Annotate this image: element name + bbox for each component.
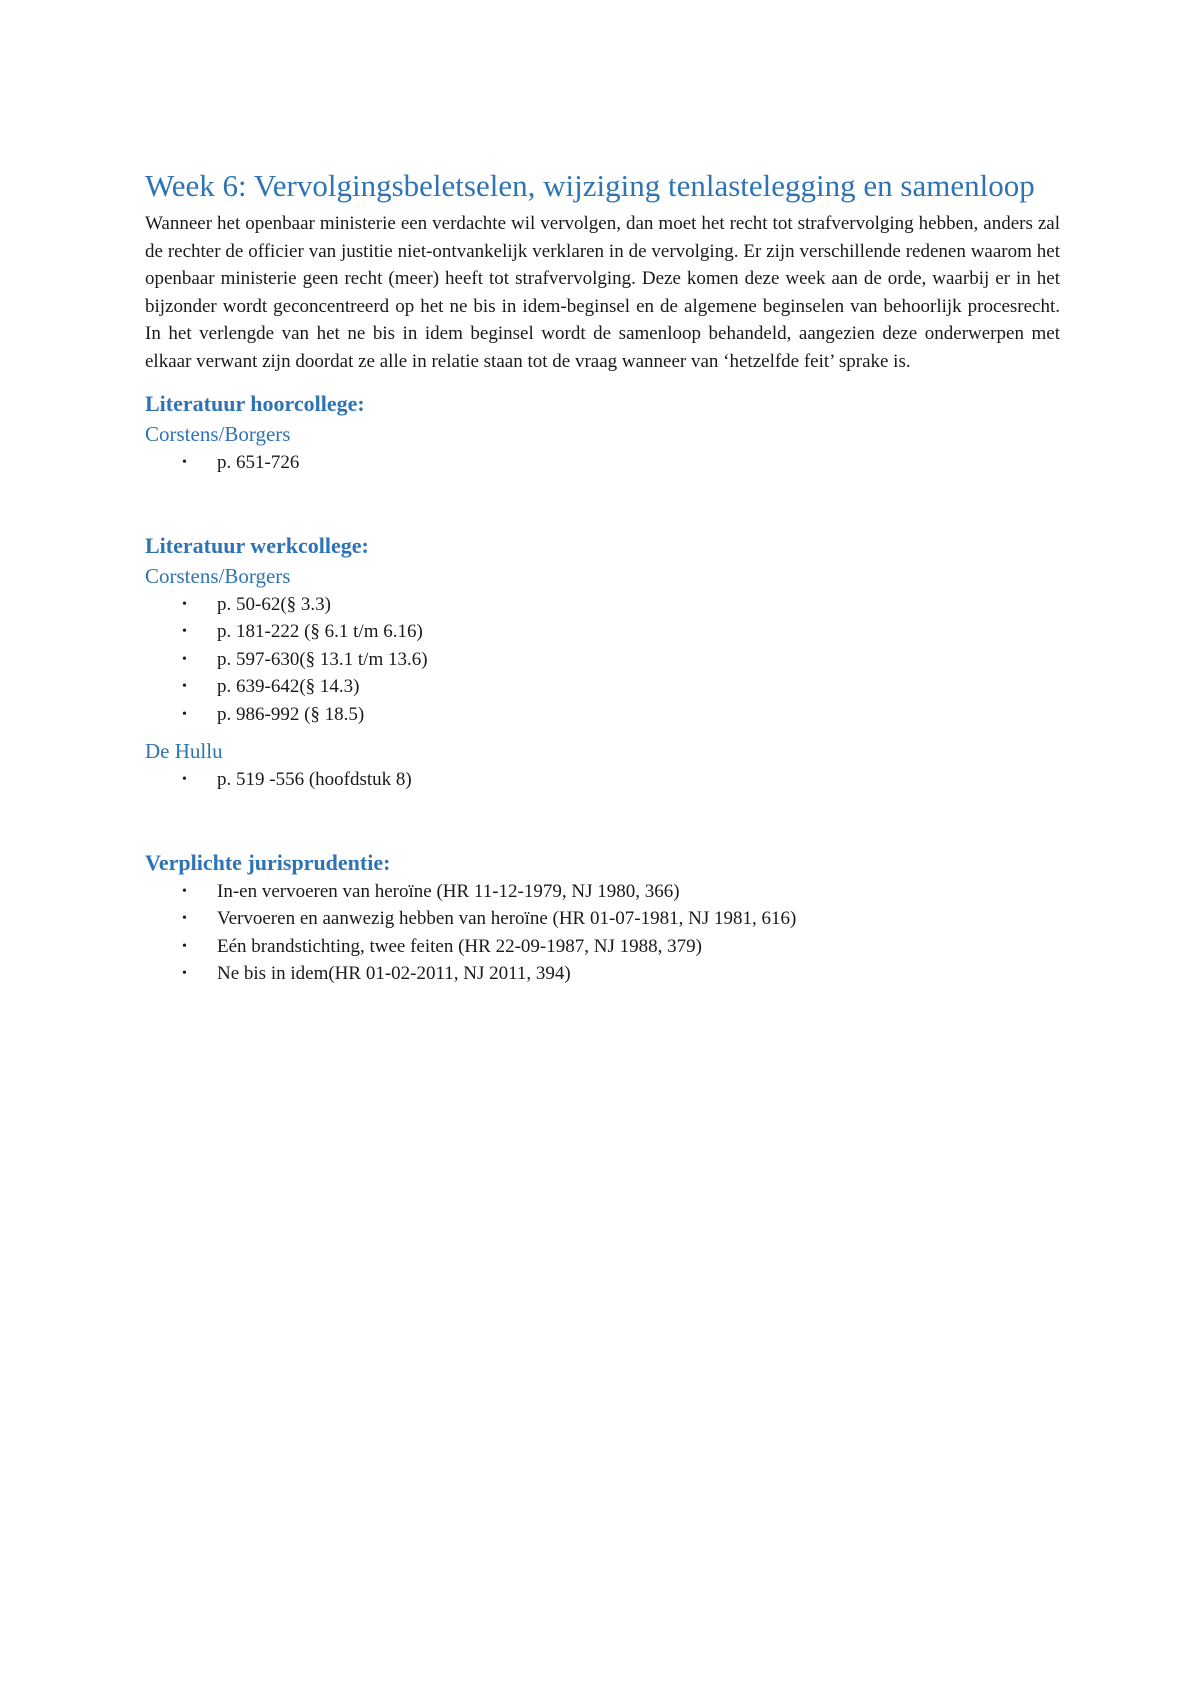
section-heading: Verplichte jurisprudentie: (145, 849, 391, 875)
bullet-icon: • (182, 624, 187, 639)
section-heading: Literatuur werkcollege: (145, 532, 369, 558)
literature-list (145, 766, 1060, 794)
bullet-icon: • (182, 883, 187, 899)
literature-list (145, 591, 1060, 729)
section-literatuur-hoorcollege (145, 389, 1060, 477)
intro-paragraph: Wanneer het openbaar ministerie een verdachte wil vervolgen, dan moet het recht tot strafvervolging hebben, anders zal de rechter de officier van justitie niet-ontvankelijk verklaren in de vervolging. Er zijn verschillende redenen waarom het openbaar ministerie geen recht (meer) heeft tot strafvervolging. Deze komen deze week aan de orde, waarbij er in het bijzonder wordt geconcentreerd op het ne bis in idem-beginsel en de algemene beginselen van behoorlijk procesrecht. In het verlengde van het ne bis in idem beginsel wordt de samenloop behandeld, aangezien deze onderwerpen met elkaar verwant zijn doordat ze alle in relatie staan tot de vraag wanneer van ‘hetzelfde feit’ sprake is. (145, 213, 1060, 372)
list-item: • Vervoeren en aanwezig hebben van heroïne (HR 01-07-1981, NJ 1981, 616) (145, 905, 1060, 933)
bullet-icon: • (182, 596, 187, 612)
author-heading: Corstens/Borgers (145, 422, 291, 446)
list-item: • p. 50-62(§ 3.3) (145, 591, 1060, 619)
bullet-icon: • (182, 772, 187, 787)
bullet-icon: • (182, 966, 187, 981)
list-item: • In-en vervoeren van heroïne (HR 11-12-1979, NJ 1980, 366) (145, 878, 1060, 906)
list-item: • p. 597-630(§ 13.1 t/m 13.6) (145, 646, 1060, 674)
bullet-icon: • (182, 651, 187, 667)
author-heading: De Hullu (145, 739, 223, 763)
list-item: • p. 181-222 (§ 6.1 t/m 6.16) (145, 618, 1060, 646)
list-item: • p. 639-642(§ 14.3) (145, 673, 1060, 701)
jurisprudence-list (145, 878, 1060, 988)
section-verplichte-jurisprudentie (145, 848, 1060, 988)
list-item: • p. 986-992 (§ 18.5) (145, 701, 1060, 729)
section-heading: Literatuur hoorcollege: (145, 391, 365, 416)
list-item: • Eén brandstichting, twee feiten (HR 22-09-1987, NJ 1988, 379) (145, 933, 1060, 961)
document-page (145, 165, 1060, 988)
bullet-icon: • (182, 706, 187, 722)
list-item: • p. 519 -556 (hoofdstuk 8) (145, 766, 1060, 794)
document-title: Week 6: Vervolgingsbeletselen, wijziging tenlastelegging en samenloop (145, 168, 1035, 203)
section-literatuur-werkcollege (145, 531, 1060, 794)
list-item: • Ne bis in idem(HR 01-02-2011, NJ 2011, 394) (145, 960, 1060, 988)
bullet-icon: • (182, 938, 187, 954)
list-item: • p. 651-726 (145, 449, 1060, 477)
author-heading: Corstens/Borgers (145, 563, 291, 588)
bullet-icon: • (182, 455, 187, 470)
bullet-icon: • (182, 911, 187, 926)
literature-list (145, 449, 1060, 477)
bullet-icon: • (182, 679, 187, 694)
